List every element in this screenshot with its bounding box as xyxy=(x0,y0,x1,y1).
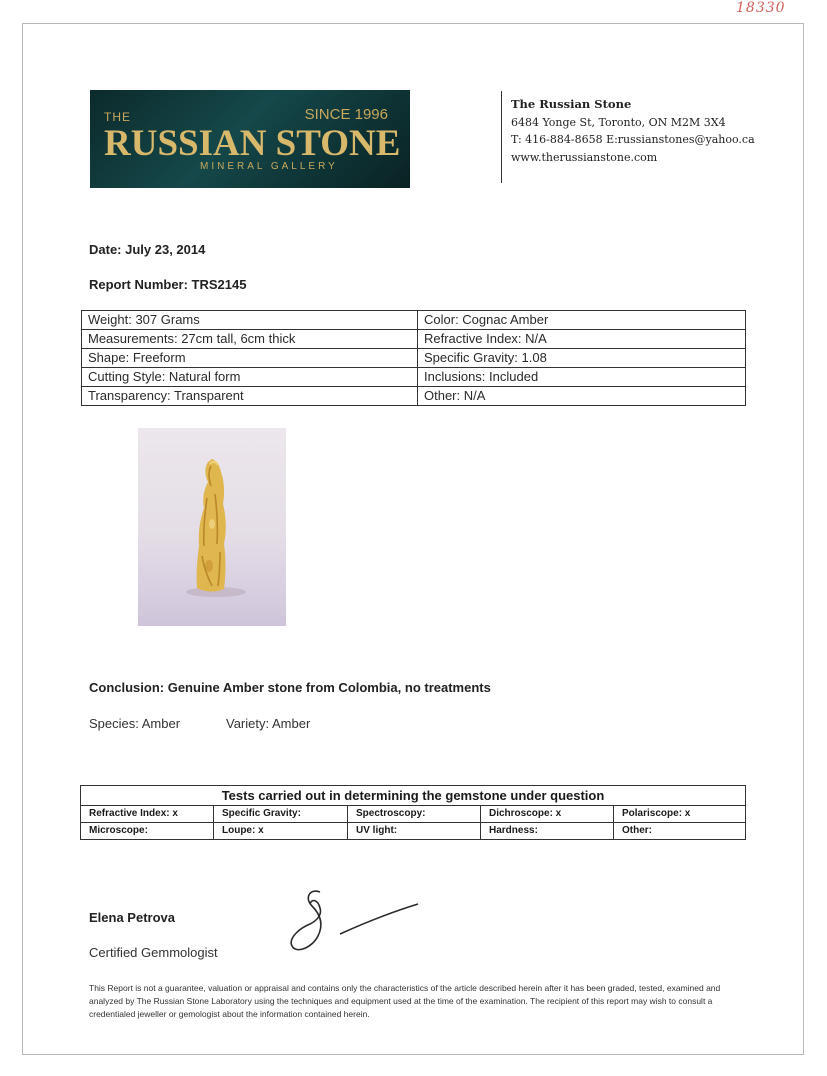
test-cell: Loupe: x xyxy=(214,823,348,839)
table-row xyxy=(82,311,746,330)
variety: Variety: Amber xyxy=(226,716,311,731)
table-row xyxy=(81,806,745,822)
test-cell: Spectroscopy: xyxy=(348,806,481,822)
spec-cell: Other: N/A xyxy=(418,387,746,406)
header-divider xyxy=(501,91,502,183)
company-logo xyxy=(90,90,410,188)
test-cell: Refractive Index: x xyxy=(81,806,214,822)
company-phone-email: T: 416-884-8658 E:russianstones@yahoo.ca xyxy=(511,133,755,146)
report-number: Report Number: TRS2145 xyxy=(89,277,247,292)
spec-cell: Shape: Freeform xyxy=(82,349,418,368)
contact-block xyxy=(511,96,755,166)
test-cell: Polariscope: x xyxy=(622,808,691,819)
amber-carving-image xyxy=(138,428,286,626)
report-date: Date: July 23, 2014 xyxy=(89,242,206,257)
logo-the: THE xyxy=(104,110,131,124)
table-row xyxy=(82,387,746,406)
company-website: www.therussianstone.com xyxy=(511,150,658,164)
species: Species: Amber xyxy=(89,716,181,731)
table-row xyxy=(81,822,745,839)
tests-table xyxy=(80,785,746,840)
logo-name: RUSSIAN STONE xyxy=(104,123,401,164)
spec-cell: Cutting Style: Natural form xyxy=(82,368,418,387)
spec-cell: Specific Gravity: 1.08 xyxy=(418,349,746,368)
test-cell: Microscope: xyxy=(81,823,214,839)
test-cell: UV light: xyxy=(348,823,481,839)
table-row xyxy=(82,368,746,387)
tests-title: Tests carried out in determining the gemstone under question xyxy=(81,786,745,806)
spec-cell: Refractive Index: N/A xyxy=(418,330,746,349)
spec-cell: Inclusions: Included xyxy=(418,368,746,387)
test-cell: Hardness: xyxy=(481,823,614,839)
handwritten-note: 18330 xyxy=(736,0,786,16)
logo-since: SINCE 1996 xyxy=(304,106,388,123)
spec-cell: Color: Cognac Amber xyxy=(418,311,746,330)
table-row xyxy=(82,330,746,349)
company-name: The Russian Stone xyxy=(511,97,632,111)
signature xyxy=(282,884,422,964)
specs-table xyxy=(81,310,746,406)
signer-name: Elena Petrova xyxy=(89,910,175,925)
company-address: 6484 Yonge St, Toronto, ON M2M 3X4 xyxy=(511,115,726,129)
test-cell: Other: xyxy=(622,825,652,836)
spec-cell: Weight: 307 Grams xyxy=(82,311,418,330)
conclusion: Conclusion: Genuine Amber stone from Colombia, no treatments xyxy=(89,680,491,695)
amber-stone-photo xyxy=(138,428,286,626)
logo-subtitle: MINERAL GALLERY xyxy=(200,161,338,172)
test-cell: Dichroscope: x xyxy=(481,806,614,822)
disclaimer: This Report is not a guarantee, valuation or appraisal and contains only the characteristics of the article described herein after it has been graded, tested, examined and analyzed by The Russian Stone Laboratory using the techniques and equipment used at the time of the examination. The recipient of this report may wish to consult a credentialed jeweller or gemologist about the information contained herein. xyxy=(89,983,721,1019)
spec-cell: Transparency: Transparent xyxy=(82,387,418,406)
signer-title: Certified Gemmologist xyxy=(89,945,218,960)
test-cell: Specific Gravity: xyxy=(214,806,348,822)
table-row xyxy=(82,349,746,368)
spec-cell: Measurements: 27cm tall, 6cm thick xyxy=(82,330,418,349)
